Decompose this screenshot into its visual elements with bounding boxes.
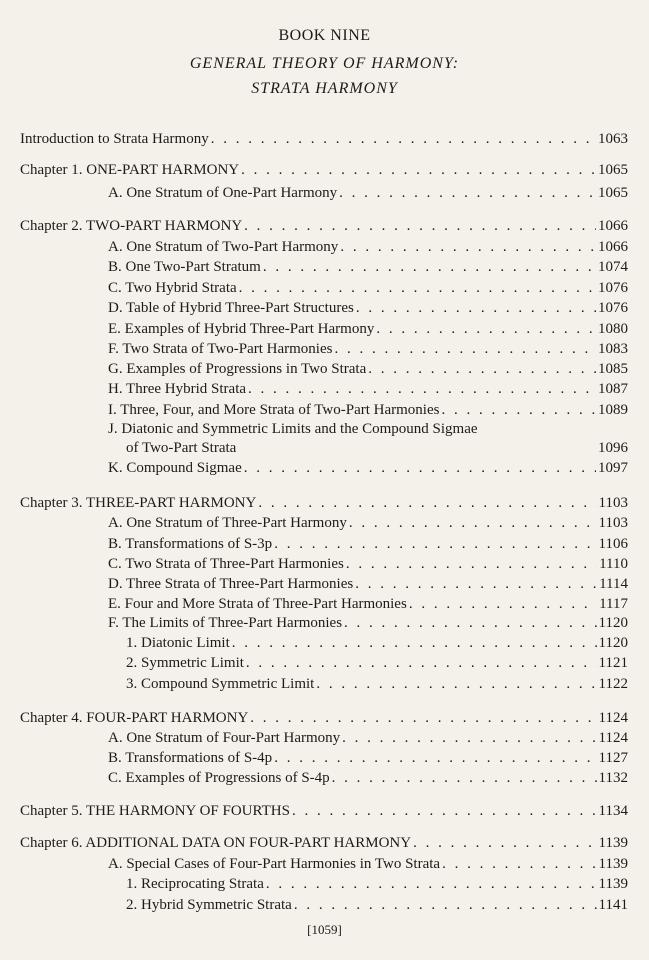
toc-entry-page: 1103 xyxy=(598,495,628,511)
toc-entry-page: 1066 xyxy=(598,218,628,234)
toc-entry-page: 1063 xyxy=(598,131,628,147)
toc-chapter-2 xyxy=(20,217,628,235)
toc-entry-ch6-a xyxy=(108,855,628,873)
toc-entry-label: Introduction to Strata Harmony xyxy=(20,131,209,147)
toc-entry-label: C. Two Hybrid Strata xyxy=(108,280,237,296)
toc-entry-ch2-f xyxy=(108,340,628,358)
toc-entry-page: 1097 xyxy=(598,460,628,476)
toc-entry-label: A. One Stratum of Three-Part Harmony xyxy=(108,515,347,531)
toc-entry-label: A. One Stratum of Four-Part Harmony xyxy=(108,730,341,746)
toc-entry-ch2-e xyxy=(108,320,628,338)
toc-entry-page: 1127 xyxy=(598,750,628,766)
toc-entry-ch2-i xyxy=(108,401,628,419)
toc-entry-page: 1141 xyxy=(598,897,628,913)
toc-entry-label: C. Two Strata of Three-Part Harmonies xyxy=(108,556,344,572)
toc-entry-ch3-a xyxy=(108,514,628,532)
toc-entry-label: A. One Stratum of One-Part Harmony xyxy=(108,185,338,201)
toc-entry-ch2-c xyxy=(108,279,628,297)
toc-entry-ch4-b xyxy=(108,749,628,767)
toc-entry-label: Chapter 5. THE HARMONY OF FOURTHS xyxy=(20,803,290,819)
toc-entry-page: 1089 xyxy=(598,402,628,418)
toc-entry-label: C. Examples of Progressions of S-4p xyxy=(108,770,330,786)
toc-entry-label: B. Transformations of S-3p xyxy=(108,536,273,552)
toc-entry-label: D. Three Strata of Three-Part Harmonies xyxy=(108,576,354,592)
toc-entry-ch2-j xyxy=(126,439,628,457)
toc-entry-page: 1124 xyxy=(598,710,628,726)
toc-entry-page: 1132 xyxy=(598,770,628,786)
toc-entry-label: of Two-Part Strata xyxy=(126,440,237,456)
toc-entry-label: D. Table of Hybrid Three-Part Structures xyxy=(108,300,354,316)
toc-entry-label: I. Three, Four, and More Strata of Two-Part Harmonies xyxy=(108,402,440,418)
toc-entry-ch2-k xyxy=(108,459,628,477)
toc-entry-label: B. Transformations of S-4p xyxy=(108,750,273,766)
toc-entry-label: Chapter 1. ONE-PART HARMONY xyxy=(20,162,240,178)
toc-entry-ch4-c xyxy=(108,769,628,787)
toc-entry-label: 2. Hybrid Symmetric Strata xyxy=(126,897,292,913)
toc-entry-label: 2. Symmetric Limit xyxy=(126,655,244,671)
toc-entry-label: Chapter 6. ADDITIONAL DATA ON FOUR-PART HARMONY xyxy=(20,835,412,851)
toc-entry-ch6-a2 xyxy=(126,896,628,914)
toc-entry-ch2-a xyxy=(108,238,628,256)
toc-entry-page: 1139 xyxy=(598,876,628,892)
toc-entry-label: H. Three Hybrid Strata xyxy=(108,381,247,397)
toc-entry-page: 1121 xyxy=(598,655,628,671)
toc-entry-label: K. Compound Sigmae xyxy=(108,460,242,476)
toc-entry-page: 1074 xyxy=(598,259,628,275)
toc-entry-ch3-c xyxy=(108,555,628,573)
toc-entry-page: 1110 xyxy=(599,556,628,572)
subtitle-line-2: STRATA HARMONY xyxy=(251,80,398,97)
toc-entry-ch4-a xyxy=(108,729,628,747)
toc-chapter-1 xyxy=(20,161,628,179)
toc-entry-ch3-e xyxy=(108,595,628,613)
toc-entry-page: 1120 xyxy=(598,615,628,631)
toc-entry-page: 1139 xyxy=(598,856,628,872)
toc-entry-ch3-b xyxy=(108,535,628,553)
subtitle-line-1: GENERAL THEORY OF HARMONY: xyxy=(189,55,460,72)
toc-entry-label: F. Two Strata of Two-Part Harmonies xyxy=(108,341,333,357)
toc-entry-page: 1120 xyxy=(598,635,628,651)
toc-entry-page: 1083 xyxy=(598,341,628,357)
toc-entry-page: 1106 xyxy=(598,536,628,552)
toc-entry-ch3-d xyxy=(108,575,628,593)
toc-entry-ch2-h xyxy=(108,380,628,398)
toc-entry-ch1-a xyxy=(108,184,628,202)
toc-chapter-4 xyxy=(20,709,628,727)
toc-entry-label: Chapter 3. THREE-PART HARMONY xyxy=(20,495,257,511)
toc-entry-label: A. One Stratum of Two-Part Harmony xyxy=(108,239,339,255)
toc-entry-ch3-f2 xyxy=(126,654,628,672)
toc-entry-page: 1096 xyxy=(598,440,628,456)
toc-entry-page: 1134 xyxy=(598,803,628,819)
toc-entry-label: 3. Compound Symmetric Limit xyxy=(126,676,315,692)
toc-entry-page: 1076 xyxy=(598,300,628,316)
toc-entry-ch2-j-line1: J. Diatonic and Symmetric Limits and the Compound Sigmae xyxy=(108,421,478,437)
toc-entry-page: 1066 xyxy=(598,239,628,255)
toc-chapter-6 xyxy=(20,834,628,852)
toc-entry-label: E. Examples of Hybrid Three-Part Harmony xyxy=(108,321,375,337)
toc-entry-ch3-f3 xyxy=(126,675,628,693)
toc-entry-page: 1065 xyxy=(598,162,628,178)
toc-entry-label: E. Four and More Strata of Three-Part Harmonies xyxy=(108,596,407,612)
toc-entry-page: 1139 xyxy=(598,835,628,851)
toc-entry-label: Chapter 2. TWO-PART HARMONY xyxy=(20,218,243,234)
toc-entry-page: 1122 xyxy=(598,676,628,692)
toc-entry-label: 1. Reciprocating Strata xyxy=(126,876,264,892)
toc-chapter-3 xyxy=(20,494,628,512)
toc-entry-label: A. Special Cases of Four-Part Harmonies in Two Strata xyxy=(108,856,441,872)
toc-entry-introduction xyxy=(20,130,628,148)
toc-entry-ch3-f1 xyxy=(126,634,628,652)
toc-entry-label: B. One Two-Part Stratum xyxy=(108,259,261,275)
page-number: [1059] xyxy=(307,922,342,937)
toc-entry-label: F. The Limits of Three-Part Harmonies xyxy=(108,615,343,631)
toc-chapter-5 xyxy=(20,802,628,820)
toc-entry-ch6-a1 xyxy=(126,875,628,893)
toc-entry-page: 1065 xyxy=(598,185,628,201)
toc-entry-page: 1114 xyxy=(599,576,628,592)
toc-entry-page: 1124 xyxy=(598,730,628,746)
toc-entry-page: 1080 xyxy=(598,321,628,337)
toc-entry-page: 1117 xyxy=(599,596,628,612)
toc-entry-page: 1087 xyxy=(598,381,628,397)
book-title: BOOK NINE xyxy=(278,27,371,44)
toc-entry-ch2-b xyxy=(108,258,628,276)
toc-entry-label: G. Examples of Progressions in Two Strata xyxy=(108,361,367,377)
toc-entry-ch3-f xyxy=(108,614,628,632)
toc-entry-page: 1085 xyxy=(598,361,628,377)
toc-entry-label: Chapter 4. FOUR-PART HARMONY xyxy=(20,710,249,726)
toc-entry-page: 1103 xyxy=(598,515,628,531)
toc-entry-ch2-g xyxy=(108,360,628,378)
toc-entry-page: 1076 xyxy=(598,280,628,296)
toc-entry-ch2-d xyxy=(108,299,628,317)
toc-entry-label: 1. Diatonic Limit xyxy=(126,635,230,651)
